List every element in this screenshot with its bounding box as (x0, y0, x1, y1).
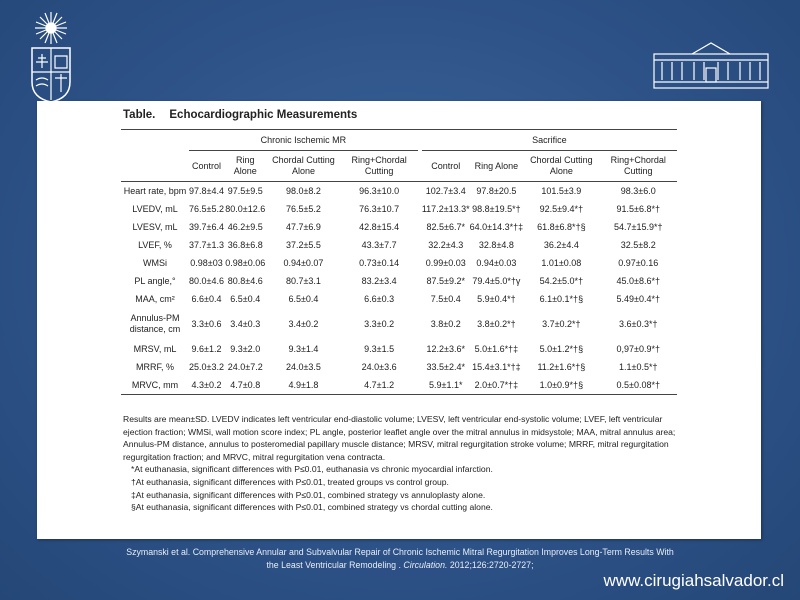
table-cell: 6.6±0.4 (191, 293, 222, 304)
table-footnotes (123, 413, 683, 514)
footnote: §At euthanasia, significant differences with P≤0.01, combined strategy vs chordal cutting alone. (131, 502, 493, 513)
row-label: LVEF, % (138, 239, 172, 250)
table-cell: 0.98±03 (190, 257, 223, 268)
table-cell: 24.0±3.5 (285, 361, 321, 372)
table-cell: 0.94±0.07 (283, 257, 324, 268)
table-cell: 97.8±4.4 (189, 185, 224, 196)
table-cell: 0.97±0.16 (618, 257, 659, 268)
table-cell: 32.8±4.8 (478, 239, 514, 250)
table-cell: 54.2±5.0*† (539, 275, 584, 286)
table-cell: 5.0±1.6*†‡ (474, 343, 519, 354)
table-row (121, 254, 677, 272)
table-cell: 9.6±1.2 (191, 343, 222, 354)
table-cell: 9.3±1.4 (288, 343, 319, 354)
column-header: Ring Alone (470, 151, 524, 182)
table-document (37, 101, 761, 539)
table-cell: 4.7±1.2 (340, 376, 417, 395)
table-cell: 98.8±19.5*† (472, 203, 521, 214)
column-header: Chordal Cutting Alone (523, 151, 599, 182)
row-label: MRVC, mm (121, 376, 189, 395)
table-row (121, 272, 677, 290)
column-header: Control (189, 151, 224, 182)
table-cell: 1.01±0.08 (541, 257, 582, 268)
table-cell: 6.6±0.3 (364, 293, 395, 304)
row-label: PL angle,° (134, 275, 176, 286)
table-cell: 76.5±5.2 (285, 203, 321, 214)
table-cell: 43.3±7.7 (361, 239, 397, 250)
table-cell: 32.2±4.3 (428, 239, 464, 250)
table-row (121, 358, 677, 376)
table-cell: 80.8±4.6 (227, 275, 263, 286)
table-cell: 42.8±15.4 (359, 221, 400, 232)
table-cell: 3.3±0.2 (364, 318, 395, 329)
citation-journal: Circulation. (403, 560, 448, 570)
footnote-abbreviations: Results are mean±SD. LVEDV indicates left ventricular end-diastolic volume; LVESV, left ventricular end-systolic volume; LVEF, left ventricular ejection fraction; WMSi, wall motion score index; PL angle, posterior leaflet angle over the mitral annulus in midsystole; MAA, mitral annulus area; Annulus-PM distance, annulus to posteromedial papillary muscle distance; MRSV, mitral regurgitation stroke volume; MRRF, mitral regurgitation regurgitation fraction; and MRVC, mitral regurgitation vena contracta. (123, 414, 676, 462)
table-cell: 80.0±12.6 (225, 203, 266, 214)
row-label: MAA, cm² (135, 293, 175, 304)
table-cell: 97.5±9.5 (227, 185, 263, 196)
table-cell: 3.6±0.3*† (619, 318, 658, 329)
table-cell: 61.8±6.8*†§ (537, 221, 586, 232)
table-cell: 4.9±1.8 (266, 376, 340, 395)
table-row (121, 236, 677, 254)
row-label: MRSV, mL (133, 343, 177, 354)
table-cell: 36.8±6.8 (227, 239, 263, 250)
table-cell: 76.3±10.7 (359, 203, 400, 214)
table-cell: 79.4±5.0*†γ (472, 275, 521, 286)
column-header: Ring Alone (224, 151, 267, 182)
table-cell: 0.5±0.08*† (600, 376, 677, 395)
table-cell: 3.7±0.2*† (542, 318, 581, 329)
table-cell: 3.4±0.2 (288, 318, 319, 329)
table-cell: 96.3±10.0 (359, 185, 400, 196)
table-cell: 9.3±2.0 (230, 343, 261, 354)
table-cell: 5.9±0.4*† (477, 293, 516, 304)
table-cell: 91.5±6.8*† (616, 203, 660, 214)
table-cell: 5.9±1.1* (422, 376, 470, 395)
table-cell: 15.4±3.1*†‡ (472, 361, 521, 372)
table-cell: 46.2±9.5 (227, 221, 263, 232)
group-header-row (121, 130, 677, 151)
table-title (123, 109, 357, 121)
footnote: †At euthanasia, significant differences with P≤0.01, treated groups vs control group. (131, 476, 449, 487)
column-header: Control (422, 151, 470, 182)
table-cell: 83.2±3.4 (361, 275, 397, 286)
table-cell: 80.7±3.1 (285, 275, 321, 286)
table-cell: 45.0±8.6*† (616, 275, 660, 286)
column-header: Chordal Cutting Alone (266, 151, 340, 182)
row-label: LVESV, mL (132, 221, 178, 232)
table-cell: 3.8±0.2*† (477, 318, 516, 329)
table-cell: 87.5±9.2* (426, 275, 465, 286)
echocardiographic-table (121, 129, 677, 395)
table-cell: 82.5±6.7* (426, 221, 465, 232)
table-cell: 9.3±1.5 (364, 343, 395, 354)
table-cell: 2.0±0.7*†‡ (470, 376, 524, 395)
table-cell: 37.7±1.3 (189, 239, 224, 250)
table-cell: 32.5±8.2 (620, 239, 656, 250)
table-row (121, 290, 677, 308)
table-cell: 3.8±0.2 (430, 318, 461, 329)
group-header-sacrifice: Sacrifice (422, 130, 677, 151)
table-label: Table. (123, 109, 156, 121)
row-label: LVEDV, mL (132, 203, 178, 214)
table-cell: 39.7±6.4 (189, 221, 224, 232)
table-cell: 37.2±5.5 (285, 239, 321, 250)
table-cell: 6.5±0.4 (288, 293, 319, 304)
table-cell: 101.5±3.9 (541, 185, 582, 196)
table-title-text: Echocardiographic Measurements (169, 109, 358, 121)
table-row (121, 308, 677, 340)
table-row (121, 182, 677, 201)
group-header-chronic: Chronic Ischemic MR (189, 130, 418, 151)
citation-caption (0, 546, 800, 572)
table-cell: 24.0±3.6 (361, 361, 397, 372)
table-cell: 12.2±3.6* (426, 343, 465, 354)
table-cell: 3.3±0.6 (191, 318, 222, 329)
table-cell: 6.5±0.4 (230, 293, 261, 304)
table-cell: 76.5±5.2 (189, 203, 224, 214)
citation-volume: 2012;126:2720-2727; (449, 560, 534, 570)
table-row (121, 340, 677, 358)
table-cell: 0,97±0.9*† (616, 343, 660, 354)
table-cell: 97.8±20.5 (476, 185, 517, 196)
table-cell: 102.7±3.4 (425, 185, 466, 196)
table-cell: 1.0±0.9*†§ (523, 376, 599, 395)
table-cell: 33.5±2.4* (426, 361, 465, 372)
table-row (121, 218, 677, 236)
table-cell: 64.0±14.3*†‡ (469, 221, 524, 232)
row-label: MRRF, % (136, 361, 174, 372)
table-cell: 0.73±0.14 (359, 257, 400, 268)
table-cell: 80.0±4.6 (189, 275, 224, 286)
column-header-row (121, 151, 677, 182)
table-cell: 24.0±7.2 (227, 361, 263, 372)
citation-line-1: Szymanski et al. Comprehensive Annular and Subvalvular Repair of Chronic Ischemic Mitral Regurgitation Improves Long-Term Results With (126, 547, 674, 557)
column-header: Ring+Chordal Cutting (340, 151, 417, 182)
hospital-building-icon (652, 40, 770, 92)
table-cell: 0.99±0.03 (425, 257, 466, 268)
table-cell: 7.5±0.4 (430, 293, 461, 304)
table-cell: 25.0±3.2 (189, 361, 224, 372)
row-label: Annulus-PM distance, cm (129, 313, 181, 334)
university-crest-icon (26, 8, 76, 104)
citation-title-end: the Least Ventricular Remodeling . (266, 560, 401, 570)
table-cell: 36.2±4.4 (543, 239, 579, 250)
table-cell: 98.3±6.0 (620, 185, 656, 196)
table-cell: 4.3±0.2 (189, 376, 224, 395)
table-row (121, 200, 677, 218)
column-header: Ring+Chordal Cutting (600, 151, 677, 182)
table-cell: 54.7±15.9*† (614, 221, 663, 232)
table-cell: 98.0±8.2 (285, 185, 321, 196)
table-cell: 1.1±0.5*† (619, 361, 658, 372)
table-cell: 5.0±1.2*†§ (539, 343, 584, 354)
table-cell: 6.1±0.1*†§ (539, 293, 584, 304)
table-cell: 92.5±9.4*† (539, 203, 584, 214)
table-cell: 3.4±0.3 (230, 318, 261, 329)
row-label: Heart rate, bpm (123, 185, 187, 196)
table-cell: 5.49±0.4*† (616, 293, 660, 304)
table-cell: 4.7±0.8 (224, 376, 267, 395)
table-cell: 0.94±0.03 (476, 257, 517, 268)
website-url: www.cirugiahsalvador.cl (603, 571, 784, 590)
table-cell: 11.2±1.6*†§ (537, 361, 586, 372)
table-row (121, 376, 677, 395)
footnote: ‡At euthanasia, significant differences with P≤0.01, combined strategy vs annuloplasty alone. (131, 489, 486, 500)
footnote: *At euthanasia, significant differences with P≤0.01, euthanasia vs chronic myocardial infarction. (131, 464, 493, 475)
table-cell: 47.7±6.9 (285, 221, 321, 232)
table-cell: 117.2±13.3* (421, 203, 470, 214)
table-cell: 0.98±0.06 (225, 257, 266, 268)
row-label: WMSi (143, 257, 167, 268)
